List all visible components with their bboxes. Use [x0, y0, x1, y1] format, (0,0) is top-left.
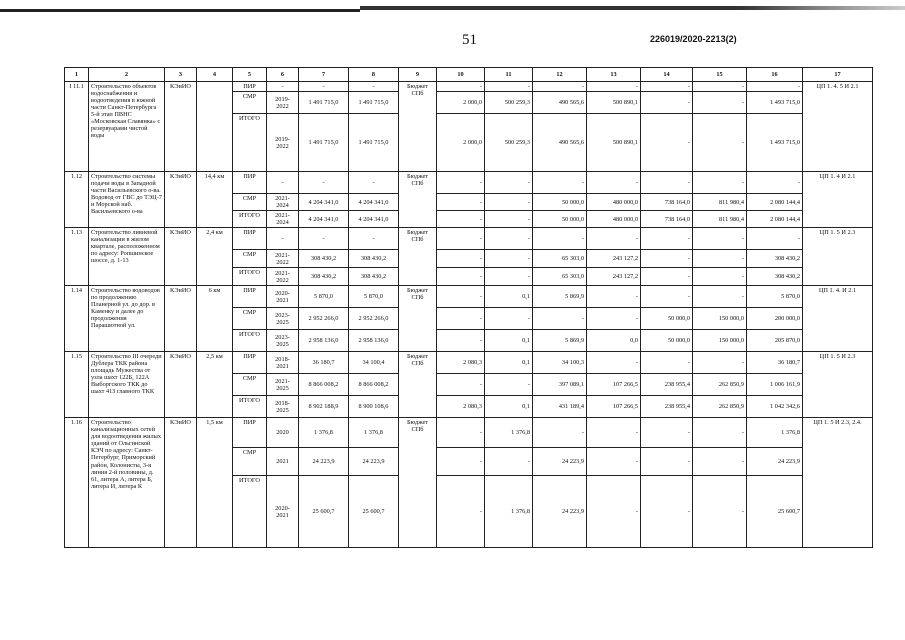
column-header: 3: [165, 68, 197, 82]
value-col8: 1 491 715,0: [349, 114, 399, 172]
value-col7: 1 491 715,0: [299, 114, 349, 172]
program-reference: ЦП 1. 4 И 2.1: [803, 172, 873, 228]
item-number: 1.15: [65, 352, 89, 418]
value-col11: 500 259,3: [485, 92, 533, 114]
value-col15: -: [693, 268, 747, 286]
value-col12: 34 100,3: [533, 352, 587, 374]
stage-label: ПИР: [233, 82, 267, 92]
value-col15: -: [693, 352, 747, 374]
value-col13: -: [587, 476, 641, 548]
value-col14: 238 955,4: [641, 374, 693, 396]
value-col12: 397 089,1: [533, 374, 587, 396]
period: -: [267, 82, 299, 92]
value-col7: 8 866 008,2: [299, 374, 349, 396]
value-col15: -: [693, 448, 747, 476]
column-header: 11: [485, 68, 533, 82]
scan-edge-line-right: [360, 6, 905, 10]
investment-program-table: [64, 67, 873, 548]
stage-label: СМР: [233, 250, 267, 268]
value-col16: 308 430,2: [747, 268, 803, 286]
value-col12: 50 000,0: [533, 211, 587, 228]
value-col15: 811 980,4: [693, 194, 747, 211]
value-col15: -: [693, 114, 747, 172]
value-col7: 308 430,2: [299, 250, 349, 268]
value-col15: -: [693, 82, 747, 92]
value-col13: -: [587, 418, 641, 448]
value-col14: -: [641, 418, 693, 448]
value-col14: 50 000,0: [641, 330, 693, 352]
value-col14: -: [641, 476, 693, 548]
value-col12: 65 303,0: [533, 250, 587, 268]
value-col13: -: [587, 448, 641, 476]
value-col15: 262 850,9: [693, 396, 747, 418]
column-header: 6: [267, 68, 299, 82]
value-col16: 308 430,2: [747, 250, 803, 268]
value-col7: -: [299, 172, 349, 194]
column-header: 10: [437, 68, 485, 82]
scan-edge-line: [0, 0, 905, 14]
value-col12: 65 303,0: [533, 268, 587, 286]
value-col10: -: [437, 228, 485, 250]
column-header: 13: [587, 68, 641, 82]
value-col8: -: [349, 172, 399, 194]
value-col13: -: [587, 286, 641, 308]
column-header: 7: [299, 68, 349, 82]
program-reference: ЦП 1. 4. И 2.1: [803, 286, 873, 352]
value-col8: 4 204 341,0: [349, 211, 399, 228]
value-col10: 2 000,0: [437, 92, 485, 114]
value-col15: -: [693, 476, 747, 548]
funding-source: Бюджет СПб: [399, 172, 437, 228]
length: 2,4 км: [197, 228, 233, 286]
value-col8: 308 430,2: [349, 250, 399, 268]
value-col7: 4 204 341,0: [299, 194, 349, 211]
column-header: 2: [89, 68, 165, 82]
period: 2019-2022: [267, 92, 299, 114]
period: 2018-2021: [267, 352, 299, 374]
value-col16: 205 870,0: [747, 330, 803, 352]
value-col13: 500 890,1: [587, 92, 641, 114]
value-col13: -: [587, 308, 641, 330]
item-number: 1.13: [65, 228, 89, 286]
value-col14: 50 000,0: [641, 308, 693, 330]
value-col10: -: [437, 476, 485, 548]
table-row: [65, 228, 873, 250]
value-col14: -: [641, 82, 693, 92]
scan-edge-line-left: [0, 9, 360, 12]
value-col14: 738 164,0: [641, 211, 693, 228]
value-col11: -: [485, 308, 533, 330]
value-col12: -: [533, 228, 587, 250]
value-col7: 1 376,8: [299, 418, 349, 448]
value-col15: 150 000,0: [693, 330, 747, 352]
column-header: 17: [803, 68, 873, 82]
value-col14: -: [641, 448, 693, 476]
item-number: 1.12: [65, 172, 89, 228]
value-col16: 1 042 342,6: [747, 396, 803, 418]
value-col11: 1 376,8: [485, 418, 533, 448]
value-col11: -: [485, 268, 533, 286]
value-col11: -: [485, 211, 533, 228]
value-col7: 24 223,9: [299, 448, 349, 476]
value-col16: 25 600,7: [747, 476, 803, 548]
stage-label: ПИР: [233, 352, 267, 374]
value-col14: -: [641, 250, 693, 268]
stage-label: СМР: [233, 194, 267, 211]
period: 2021-2022: [267, 250, 299, 268]
value-col8: 8 900 108,6: [349, 396, 399, 418]
value-col11: 0,1: [485, 352, 533, 374]
value-col15: -: [693, 92, 747, 114]
program-reference: ЦП 1. 5 И 2.3, 2.4.: [803, 418, 873, 548]
value-col11: -: [485, 82, 533, 92]
stage-label: ПИР: [233, 172, 267, 194]
responsible-org: КЭиИО: [165, 172, 197, 228]
value-col15: -: [693, 228, 747, 250]
responsible-org: КЭиИО: [165, 286, 197, 352]
column-header: 14: [641, 68, 693, 82]
value-col12: 490 565,6: [533, 92, 587, 114]
program-reference: ЦП 1. 5 И 2.3: [803, 352, 873, 418]
column-header: 12: [533, 68, 587, 82]
value-col16: -: [747, 82, 803, 92]
table-row: [65, 352, 873, 374]
program-reference: ЦП 1. 4. 5 И 2.1: [803, 82, 873, 172]
period: 2021-2024: [267, 211, 299, 228]
value-col8: 1 491 715,0: [349, 92, 399, 114]
value-col14: 238 955,4: [641, 396, 693, 418]
column-header: 8: [349, 68, 399, 82]
value-col10: -: [437, 172, 485, 194]
value-col16: 5 870,0: [747, 286, 803, 308]
value-col13: -: [587, 228, 641, 250]
value-col13: 0,0: [587, 330, 641, 352]
funding-source: Бюджет СПб: [399, 228, 437, 286]
value-col14: -: [641, 172, 693, 194]
funding-source: Бюджет СПб: [399, 82, 437, 172]
value-col11: 0,1: [485, 330, 533, 352]
value-col10: -: [437, 308, 485, 330]
value-col7: 5 870,0: [299, 286, 349, 308]
item-number: 1.14: [65, 286, 89, 352]
value-col10: -: [437, 374, 485, 396]
value-col12: 50 000,0: [533, 194, 587, 211]
value-col16: 2 080 144,4: [747, 211, 803, 228]
item-name: Строительство ливневой канализации в жилом квартале, расположенном по адресу: Ропшинское шоссе, д. 1-13: [89, 228, 165, 286]
value-col14: -: [641, 286, 693, 308]
value-col16: 2 080 144,4: [747, 194, 803, 211]
stage-label: ПИР: [233, 286, 267, 308]
table-row: [65, 172, 873, 194]
value-col8: 4 204 341,0: [349, 194, 399, 211]
period: -: [267, 172, 299, 194]
value-col10: -: [437, 268, 485, 286]
value-col15: 262 850,9: [693, 374, 747, 396]
column-header: 15: [693, 68, 747, 82]
length: [197, 82, 233, 172]
value-col12: -: [533, 172, 587, 194]
value-col16: 1 006 161,9: [747, 374, 803, 396]
length: 6 км: [197, 286, 233, 352]
table-body: [65, 82, 873, 548]
item-name: Строительство системы подачи воды в Западной части Васильевского о-ва. Водовод от ГВС до ТЭЦ-7 и Морской наб. Васильевского о-ва: [89, 172, 165, 228]
value-col14: -: [641, 268, 693, 286]
value-col16: -: [747, 172, 803, 194]
value-col8: -: [349, 228, 399, 250]
value-col11: -: [485, 194, 533, 211]
document-number: 226019/2020-2213(2): [650, 34, 737, 44]
period: 2020: [267, 418, 299, 448]
column-header: 16: [747, 68, 803, 82]
value-col10: -: [437, 448, 485, 476]
value-col15: -: [693, 250, 747, 268]
value-col11: -: [485, 374, 533, 396]
value-col13: -: [587, 352, 641, 374]
value-col12: -: [533, 308, 587, 330]
responsible-org: КЭиИО: [165, 352, 197, 418]
value-col7: 25 600,7: [299, 476, 349, 548]
value-col13: -: [587, 82, 641, 92]
stage-label: ИТОГО: [233, 268, 267, 286]
value-col14: -: [641, 114, 693, 172]
value-col14: 738 164,0: [641, 194, 693, 211]
value-col7: 8 902 188,9: [299, 396, 349, 418]
period: 2020-2021: [267, 476, 299, 548]
funding-source: Бюджет СПб: [399, 286, 437, 352]
period: -: [267, 228, 299, 250]
value-col11: 0,1: [485, 286, 533, 308]
value-col11: 1 376,8: [485, 476, 533, 548]
value-col7: 36 180,7: [299, 352, 349, 374]
stage-label: СМР: [233, 308, 267, 330]
value-col7: 308 430,2: [299, 268, 349, 286]
value-col7: 2 952 266,0: [299, 308, 349, 330]
stage-label: СМР: [233, 374, 267, 396]
value-col11: 0,1: [485, 396, 533, 418]
period: 2018-2025: [267, 396, 299, 418]
table-row: [65, 82, 873, 92]
table-header: [65, 68, 873, 82]
item-number: I 11.1: [65, 82, 89, 172]
value-col12: 490 565,6: [533, 114, 587, 172]
period: 2023-2025: [267, 308, 299, 330]
funding-source: Бюджет СПб: [399, 352, 437, 418]
length: 1,5 км: [197, 418, 233, 548]
value-col11: -: [485, 448, 533, 476]
value-col8: 1 376,8: [349, 418, 399, 448]
value-col10: 2 080,3: [437, 396, 485, 418]
value-col16: -: [747, 228, 803, 250]
value-col12: 24 223,9: [533, 448, 587, 476]
value-col8: 25 600,7: [349, 476, 399, 548]
item-number: 1.16: [65, 418, 89, 548]
value-col8: 2 952 266,0: [349, 308, 399, 330]
value-col7: 4 204 341,0: [299, 211, 349, 228]
stage-label: ИТОГО: [233, 114, 267, 172]
stage-label: ПИР: [233, 418, 267, 448]
period: 2023-2025: [267, 330, 299, 352]
value-col10: -: [437, 418, 485, 448]
item-name: Строительство III очереди Дублера ТКК района площадь Мужества от узла шахт 122Б, 122А Выборгского ТКК до шахт 413 главного ТКК: [89, 352, 165, 418]
value-col15: 150 000,0: [693, 308, 747, 330]
value-col12: 5 869,9: [533, 330, 587, 352]
value-col10: 2 080,3: [437, 352, 485, 374]
value-col14: -: [641, 228, 693, 250]
value-col12: -: [533, 418, 587, 448]
page-number: 51: [462, 32, 477, 48]
item-name: Строительство водоводов по продолжению Планерной ул. до дор. в Каменку и далее до продолжения Парашютной ул.: [89, 286, 165, 352]
value-col12: 5 869,9: [533, 286, 587, 308]
stage-label: ИТОГО: [233, 211, 267, 228]
value-col16: 1 493 715,0: [747, 92, 803, 114]
value-col8: 2 958 136,0: [349, 330, 399, 352]
value-col7: -: [299, 82, 349, 92]
value-col8: 24 223,9: [349, 448, 399, 476]
value-col8: 308 430,2: [349, 268, 399, 286]
responsible-org: КЭиИО: [165, 228, 197, 286]
table-row: [65, 286, 873, 308]
stage-label: ИТОГО: [233, 476, 267, 548]
value-col16: 36 180,7: [747, 352, 803, 374]
period: 2019-2022: [267, 114, 299, 172]
value-col11: -: [485, 172, 533, 194]
value-col16: 1 376,8: [747, 418, 803, 448]
table-row: [65, 418, 873, 448]
column-header: 9: [399, 68, 437, 82]
period: 2020-2021: [267, 286, 299, 308]
column-header: 5: [233, 68, 267, 82]
value-col13: 480 000,0: [587, 211, 641, 228]
responsible-org: КЭиИО: [165, 418, 197, 548]
value-col8: 5 870,0: [349, 286, 399, 308]
value-col12: 431 189,4: [533, 396, 587, 418]
value-col14: -: [641, 92, 693, 114]
value-col15: 811 980,4: [693, 211, 747, 228]
value-col10: -: [437, 286, 485, 308]
value-col13: 243 127,2: [587, 250, 641, 268]
value-col16: 200 000,0: [747, 308, 803, 330]
value-col12: -: [533, 82, 587, 92]
item-name: Строительство канализационных сетей для водоотведения жилых зданий от Ольгинской КЭЧ по адресу: Санкт-Петербург, Приморский район, Колонисты, 3-я линия 2-й половины, д. 61, литера А, литера Б, литера И, литера К: [89, 418, 165, 548]
value-col15: -: [693, 286, 747, 308]
item-name: Строительство объектов водоснабжения и водоотведения в южной части Санкт-Петербурга 5-й этап ПВНС «Московская Славянка» с резервуарами чистой воды: [89, 82, 165, 172]
stage-label: ИТОГО: [233, 330, 267, 352]
value-col12: 24 223,9: [533, 476, 587, 548]
period: 2021-2024: [267, 194, 299, 211]
value-col11: -: [485, 228, 533, 250]
period: 2021-2022: [267, 268, 299, 286]
value-col15: -: [693, 418, 747, 448]
value-col8: -: [349, 82, 399, 92]
value-col10: -: [437, 82, 485, 92]
period: 2021-2025: [267, 374, 299, 396]
value-col10: -: [437, 194, 485, 211]
stage-label: ИТОГО: [233, 396, 267, 418]
length: 14,4 км: [197, 172, 233, 228]
length: 2,5 км: [197, 352, 233, 418]
value-col15: -: [693, 172, 747, 194]
value-col8: 34 100,4: [349, 352, 399, 374]
value-col8: 8 866 008,2: [349, 374, 399, 396]
value-col16: 1 493 715,0: [747, 114, 803, 172]
stage-label: ПИР: [233, 228, 267, 250]
value-col11: 500 259,3: [485, 114, 533, 172]
funding-source: Бюджет СПб: [399, 418, 437, 548]
value-col10: -: [437, 330, 485, 352]
stage-label: СМР: [233, 92, 267, 114]
value-col7: 2 958 136,0: [299, 330, 349, 352]
value-col13: 500 890,1: [587, 114, 641, 172]
column-header: 1: [65, 68, 89, 82]
value-col14: -: [641, 352, 693, 374]
value-col16: 24 223,9: [747, 448, 803, 476]
value-col10: -: [437, 250, 485, 268]
value-col13: 107 266,5: [587, 396, 641, 418]
value-col7: -: [299, 228, 349, 250]
value-col13: 107 266,5: [587, 374, 641, 396]
value-col13: 480 000,0: [587, 194, 641, 211]
period: 2021: [267, 448, 299, 476]
column-header: 4: [197, 68, 233, 82]
program-reference: ЦП 1. 5 И 2.3: [803, 228, 873, 286]
value-col13: -: [587, 172, 641, 194]
responsible-org: КЭиИО: [165, 82, 197, 172]
value-col10: -: [437, 211, 485, 228]
value-col7: 1 491 715,0: [299, 92, 349, 114]
value-col11: -: [485, 250, 533, 268]
value-col13: 243 127,2: [587, 268, 641, 286]
value-col10: 2 000,0: [437, 114, 485, 172]
stage-label: СМР: [233, 448, 267, 476]
